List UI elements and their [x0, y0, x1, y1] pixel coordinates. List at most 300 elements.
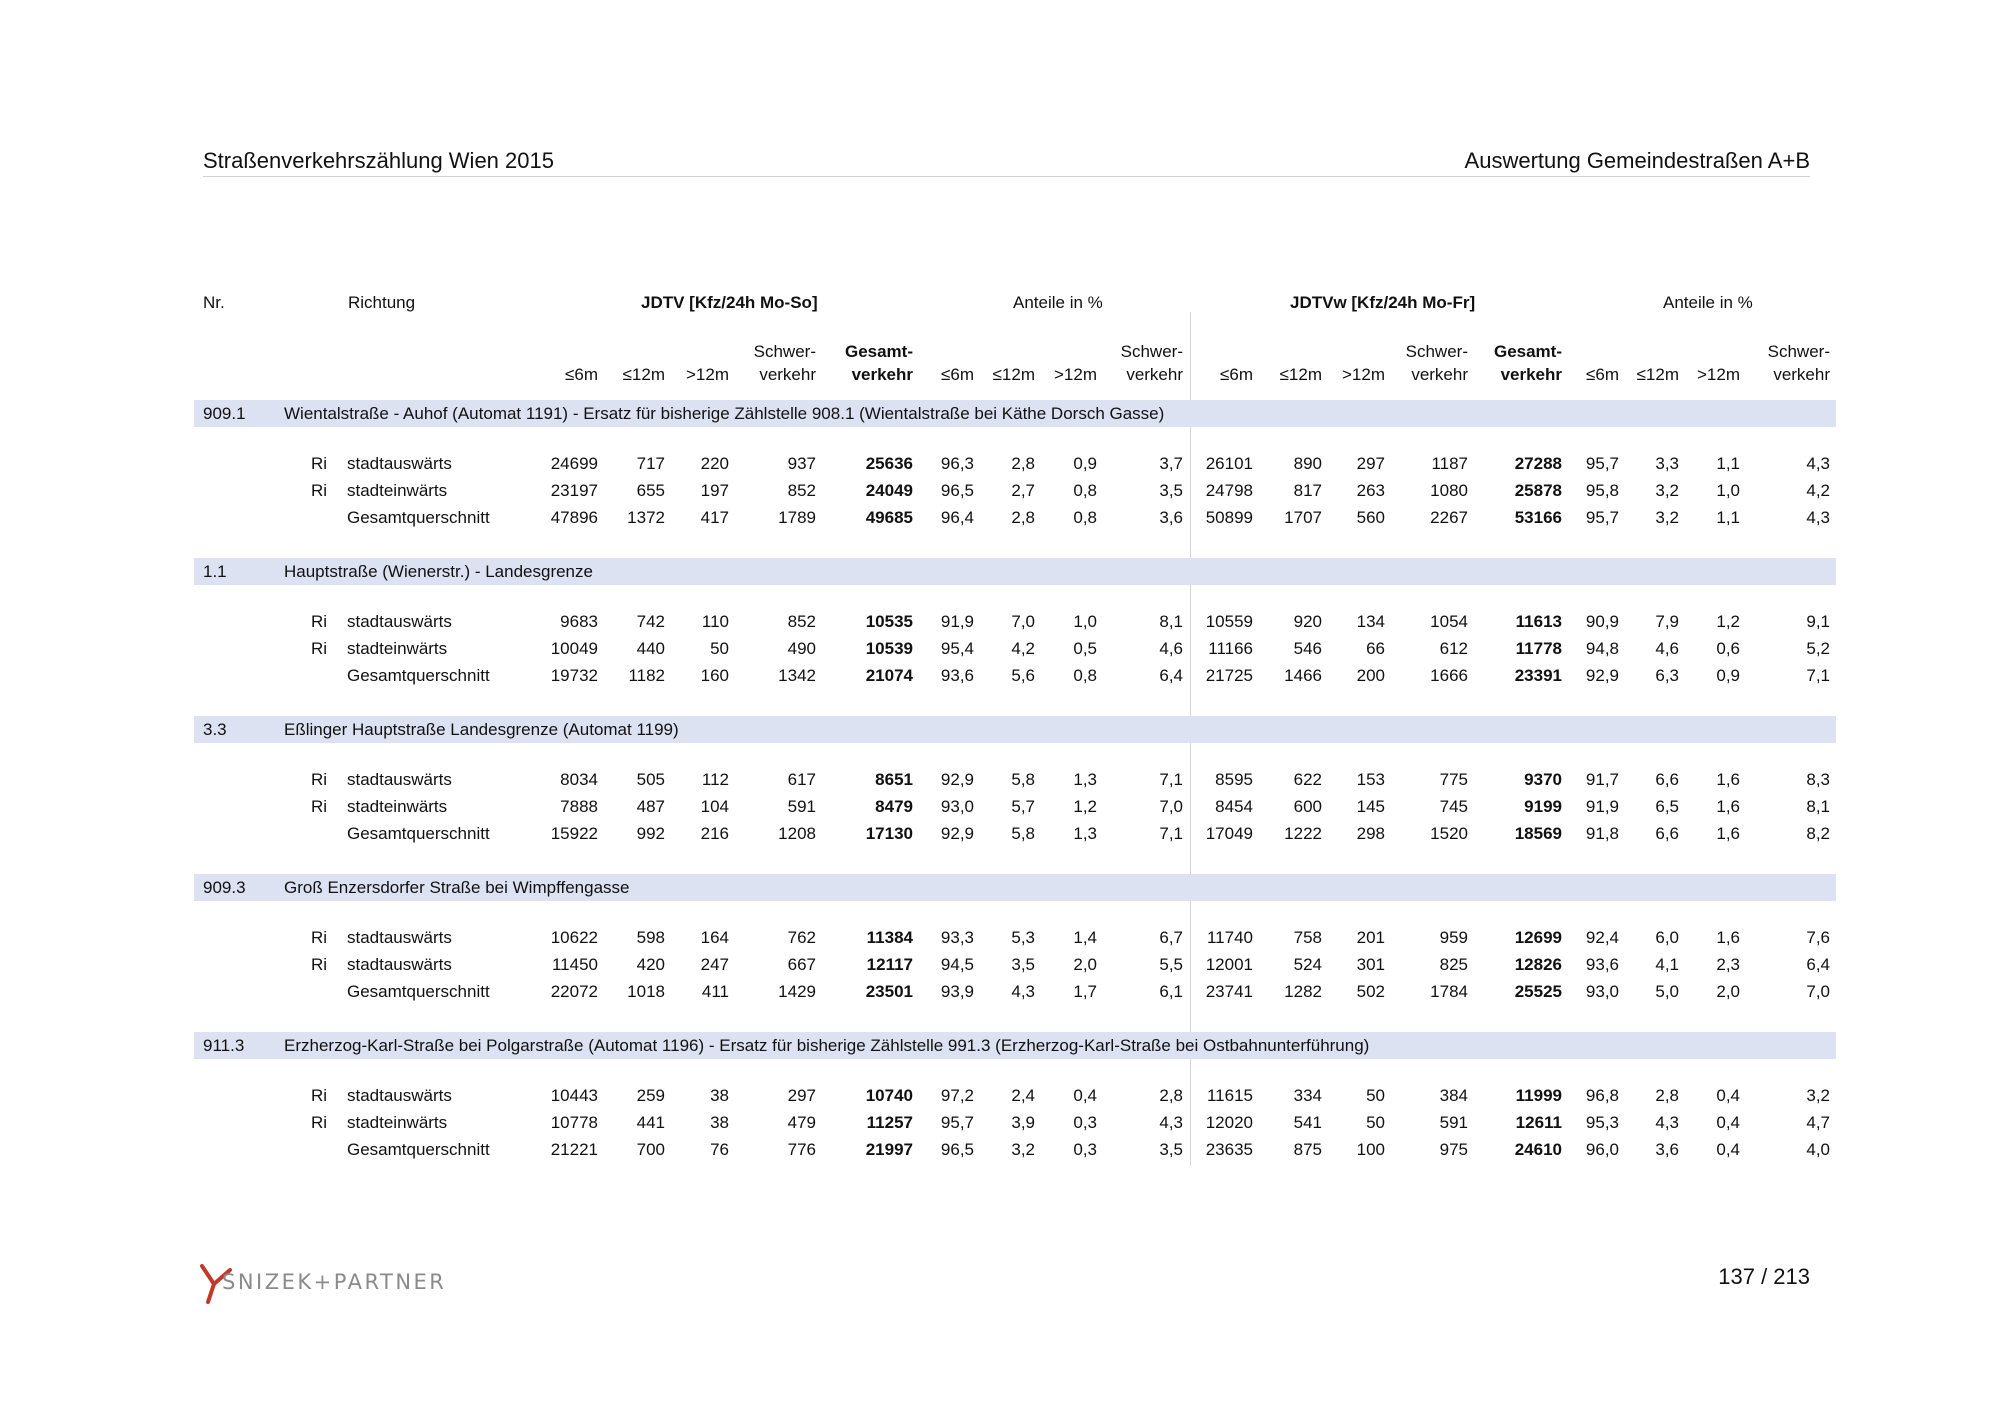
section-number: 911.3 — [203, 1036, 245, 1055]
table-cell: 50 — [710, 639, 729, 658]
table-cell: 4,6 — [1655, 639, 1679, 658]
table-cell: 2,0 — [1073, 955, 1097, 974]
row-label: stadteinwärts — [347, 639, 448, 658]
table-cell: 93,6 — [1585, 955, 1619, 974]
table-cell: 9199 — [1524, 797, 1562, 816]
row-direction-marker: Ri — [311, 454, 328, 473]
table-cell: 96,5 — [940, 1140, 974, 1159]
col-schwer-top: Schwer- — [1405, 342, 1468, 361]
table-cell: 1,1 — [1716, 454, 1740, 473]
col-le12m: ≤12m — [622, 365, 665, 384]
table-cell: 23197 — [550, 481, 598, 500]
row-label: stadtauswärts — [347, 1086, 452, 1105]
col-schwer-top: Schwer- — [1767, 342, 1830, 361]
table-cell: 5,6 — [1011, 666, 1035, 685]
table-cell: 92,9 — [1585, 666, 1619, 685]
table-cell: 10535 — [865, 612, 913, 631]
table-cell: 10049 — [550, 639, 598, 658]
table-cell: 742 — [636, 612, 665, 631]
table-cell: 96,8 — [1585, 1086, 1619, 1105]
table-cell: 160 — [700, 666, 729, 685]
row-label: Gesamtquerschnitt — [347, 508, 490, 527]
table-cell: 546 — [1293, 639, 1322, 658]
table-cell: 23635 — [1205, 1140, 1253, 1159]
table-cell: 8651 — [875, 770, 913, 789]
table-cell: 25636 — [865, 454, 913, 473]
table-cell: 0,5 — [1073, 639, 1097, 658]
table-cell: 134 — [1356, 612, 1385, 631]
col-le12m: ≤12m — [1636, 365, 1679, 384]
table-cell: 12117 — [866, 955, 913, 974]
table-cell: 1,0 — [1073, 612, 1097, 631]
table-cell: 487 — [636, 797, 665, 816]
table-cell: 875 — [1293, 1140, 1322, 1159]
table-cell: 17130 — [865, 824, 913, 843]
table-cell: 7,1 — [1806, 666, 1830, 685]
table-cell: 197 — [700, 481, 729, 500]
table-cell: 92,9 — [940, 770, 974, 789]
table-cell: 1,6 — [1716, 797, 1740, 816]
table-cell: 775 — [1439, 770, 1468, 789]
table-cell: 11740 — [1206, 928, 1253, 947]
table-cell: 1208 — [778, 824, 816, 843]
table-cell: 560 — [1356, 508, 1385, 527]
table-cell: 1222 — [1284, 824, 1322, 843]
table-cell: 10740 — [865, 1086, 913, 1105]
table-cell: 2,4 — [1011, 1086, 1035, 1105]
table-cell: 890 — [1293, 454, 1322, 473]
table-cell: 3,5 — [1159, 1140, 1183, 1159]
table-cell: 852 — [787, 612, 816, 631]
table-cell: 259 — [636, 1086, 665, 1105]
table-cell: 17049 — [1205, 824, 1253, 843]
table-cell: 153 — [1356, 770, 1385, 789]
col-le12m: ≤12m — [992, 365, 1035, 384]
table-cell: 1666 — [1430, 666, 1468, 685]
table-cell: 0,4 — [1716, 1086, 1740, 1105]
col-richtung: Richtung — [348, 293, 416, 312]
table-cell: 24699 — [550, 454, 598, 473]
table-cell: 7,9 — [1655, 612, 1679, 631]
table-cell: 38 — [710, 1086, 729, 1105]
table-cell: 49685 — [865, 508, 913, 527]
table-cell: 247 — [700, 955, 729, 974]
row-direction-marker: Ri — [311, 639, 328, 658]
table-cell: 1182 — [628, 666, 665, 685]
table-cell: 411 — [701, 982, 729, 1001]
table-cell: 0,4 — [1716, 1113, 1740, 1132]
table-cell: 12020 — [1205, 1113, 1253, 1132]
col-schwer-bottom: verkehr — [1773, 365, 1830, 384]
row-label: stadteinwärts — [347, 797, 448, 816]
table-cell: 4,2 — [1806, 481, 1830, 500]
col-schwer-top: Schwer- — [753, 342, 816, 361]
table-cell: 655 — [636, 481, 665, 500]
table-cell: 12826 — [1514, 955, 1562, 974]
table-cell: 8,2 — [1806, 824, 1830, 843]
row-label: stadteinwärts — [347, 481, 448, 500]
table-cell: 745 — [1439, 797, 1468, 816]
table-cell: 220 — [700, 454, 729, 473]
table-cell: 8,1 — [1806, 797, 1830, 816]
col-schwer-bottom: verkehr — [1411, 365, 1468, 384]
table-cell: 96,0 — [1585, 1140, 1619, 1159]
table-cell: 502 — [1356, 982, 1385, 1001]
table-cell: 541 — [1293, 1113, 1322, 1132]
table-cell: 95,8 — [1585, 481, 1619, 500]
row-direction-marker: Ri — [311, 770, 328, 789]
table-cell: 8034 — [560, 770, 598, 789]
table-cell: 6,1 — [1159, 982, 1183, 1001]
table-cell: 3,2 — [1655, 508, 1679, 527]
table-cell: 959 — [1439, 928, 1468, 947]
table-cell: 817 — [1293, 481, 1322, 500]
col-group-jdtvw: JDTVw [Kfz/24h Mo-Fr] — [1290, 293, 1476, 312]
row-direction-marker: Ri — [311, 928, 328, 947]
header-divider — [203, 176, 1810, 177]
table-cell: 38 — [710, 1113, 729, 1132]
table-cell: 1,3 — [1073, 824, 1097, 843]
table-cell: 47896 — [550, 508, 598, 527]
report-subtitle: Auswertung Gemeindestraßen A+B — [1464, 148, 1810, 173]
table-cell: 4,3 — [1011, 982, 1035, 1001]
table-cell: 7,0 — [1159, 797, 1183, 816]
col-group-jdtv: JDTV [Kfz/24h Mo-So] — [641, 293, 818, 312]
table-cell: 1,6 — [1716, 928, 1740, 947]
table-cell: 479 — [787, 1113, 816, 1132]
table-cell: 5,0 — [1655, 982, 1679, 1001]
table-cell: 6,4 — [1159, 666, 1183, 685]
table-cell: 301 — [1356, 955, 1385, 974]
table-cell: 334 — [1293, 1086, 1322, 1105]
table-cell: 1,2 — [1716, 612, 1740, 631]
table-cell: 1789 — [778, 508, 816, 527]
table-cell: 441 — [636, 1113, 665, 1132]
table-cell: 700 — [636, 1140, 665, 1159]
table-cell: 19732 — [550, 666, 598, 685]
table-cell: 96,4 — [940, 508, 974, 527]
table-cell: 3,9 — [1011, 1113, 1035, 1132]
col-gesamt-top: Gesamt- — [844, 342, 913, 361]
table-cell: 2,8 — [1159, 1086, 1183, 1105]
table-cell: 200 — [1356, 666, 1385, 685]
table-cell: 6,7 — [1159, 928, 1183, 947]
section-title: Erzherzog-Karl-Straße bei Polgarstraße (Automat 1196) - Ersatz für bisherige Zählstelle 991.3 (Erzherzog-Karl-Straße bei Ostbahnunterführung) — [284, 1036, 1370, 1055]
table-cell: 92,4 — [1585, 928, 1619, 947]
table-cell: 15922 — [550, 824, 598, 843]
table-cell: 10622 — [550, 928, 598, 947]
table-cell: 2,8 — [1011, 454, 1035, 473]
table-cell: 440 — [636, 639, 665, 658]
table-cell: 0,8 — [1073, 508, 1097, 527]
row-label: Gesamtquerschnitt — [347, 666, 490, 685]
row-direction-marker: Ri — [311, 797, 328, 816]
table-cell: 3,2 — [1011, 1140, 1035, 1159]
table-cell: 100 — [1356, 1140, 1385, 1159]
table-cell: 1707 — [1284, 508, 1322, 527]
table-cell: 825 — [1439, 955, 1468, 974]
table-cell: 4,3 — [1806, 454, 1830, 473]
table-cell: 417 — [700, 508, 729, 527]
table-cell: 24049 — [865, 481, 913, 500]
table-cell: 3,2 — [1655, 481, 1679, 500]
table-cell: 1372 — [627, 508, 665, 527]
table-cell: 21725 — [1205, 666, 1253, 685]
table-cell: 992 — [636, 824, 665, 843]
table-cell: 5,3 — [1011, 928, 1035, 947]
row-label: Gesamtquerschnitt — [347, 982, 490, 1001]
table-cell: 2,8 — [1655, 1086, 1679, 1105]
page-number: 137 / 213 — [1718, 1264, 1810, 1289]
table-cell: 1,6 — [1716, 770, 1740, 789]
col-schwer-bottom: verkehr — [759, 365, 816, 384]
table-cell: 612 — [1439, 639, 1468, 658]
table-cell: 758 — [1293, 928, 1322, 947]
section-number: 1.1 — [203, 562, 227, 581]
table-cell: 96,3 — [940, 454, 974, 473]
table-cell: 66 — [1366, 639, 1385, 658]
table-cell: 95,7 — [1585, 454, 1619, 473]
col-gesamt-bottom: verkehr — [1500, 365, 1562, 384]
table-cell: 92,9 — [940, 824, 974, 843]
section-number: 3.3 — [203, 720, 227, 739]
table-cell: 3,5 — [1159, 481, 1183, 500]
table-cell: 1342 — [778, 666, 816, 685]
row-label: Gesamtquerschnitt — [347, 824, 490, 843]
table-cell: 2,7 — [1011, 481, 1035, 500]
table-cell: 76 — [710, 1140, 729, 1159]
table-cell: 201 — [1356, 928, 1385, 947]
table-cell: 11166 — [1208, 639, 1253, 658]
table-cell: 93,0 — [940, 797, 974, 816]
table-cell: 10559 — [1205, 612, 1253, 631]
table-cell: 937 — [787, 454, 816, 473]
table-cell: 0,8 — [1073, 666, 1097, 685]
table-cell: 11999 — [1515, 1086, 1562, 1105]
table-cell: 4,7 — [1806, 1113, 1830, 1132]
table-cell: 852 — [787, 481, 816, 500]
table-cell: 7,0 — [1011, 612, 1035, 631]
row-label: stadtauswärts — [347, 955, 452, 974]
section-number: 909.3 — [203, 878, 246, 897]
table-cell: 3,6 — [1655, 1140, 1679, 1159]
table-cell: 717 — [636, 454, 665, 473]
table-cell: 10443 — [550, 1086, 598, 1105]
table-cell: 6,3 — [1655, 666, 1679, 685]
table-cell: 11778 — [1515, 639, 1562, 658]
col-le6m: ≤6m — [565, 365, 598, 384]
table-cell: 7,1 — [1159, 770, 1183, 789]
table-cell: 297 — [787, 1086, 816, 1105]
table-cell: 0,9 — [1716, 666, 1740, 685]
table-cell: 9,1 — [1806, 612, 1830, 631]
table-cell: 297 — [1356, 454, 1385, 473]
col-gt12m: >12m — [686, 365, 729, 384]
table-cell: 24798 — [1205, 481, 1253, 500]
table-cell: 0,3 — [1073, 1113, 1097, 1132]
logo-wordmark: SNIZEK+PARTNER — [222, 1270, 447, 1294]
table-cell: 600 — [1293, 797, 1322, 816]
table-cell: 598 — [636, 928, 665, 947]
table-cell: 91,9 — [940, 612, 974, 631]
table-cell: 1,6 — [1716, 824, 1740, 843]
table-cell: 23501 — [865, 982, 913, 1001]
table-cell: 1187 — [1431, 454, 1468, 473]
table-cell: 164 — [700, 928, 729, 947]
table-cell: 27288 — [1514, 454, 1562, 473]
table-cell: 216 — [700, 824, 729, 843]
row-direction-marker: Ri — [311, 1113, 328, 1132]
table-cell: 0,8 — [1073, 481, 1097, 500]
table-cell: 12611 — [1515, 1113, 1562, 1132]
table-cell: 4,3 — [1159, 1113, 1183, 1132]
section-title: Hauptstraße (Wienerstr.) - Landesgrenze — [284, 562, 593, 581]
table-cell: 96,5 — [940, 481, 974, 500]
table-cell: 9683 — [560, 612, 598, 631]
table-cell: 91,7 — [1585, 770, 1619, 789]
table-cell: 93,9 — [940, 982, 974, 1001]
table-cell: 11450 — [551, 955, 598, 974]
table-cell: 4,2 — [1011, 639, 1035, 658]
col-le6m: ≤6m — [1220, 365, 1253, 384]
row-direction-marker: Ri — [311, 1086, 328, 1105]
table-cell: 21221 — [550, 1140, 598, 1159]
row-label: stadtauswärts — [347, 928, 452, 947]
table-cell: 776 — [787, 1140, 816, 1159]
table-cell: 3,7 — [1159, 454, 1183, 473]
table-cell: 18569 — [1514, 824, 1562, 843]
row-label: stadtauswärts — [347, 454, 452, 473]
table-cell: 1,2 — [1073, 797, 1097, 816]
row-label: stadtauswärts — [347, 612, 452, 631]
row-direction-marker: Ri — [311, 481, 328, 500]
table-cell: 920 — [1293, 612, 1322, 631]
table-cell: 25525 — [1514, 982, 1562, 1001]
table-cell: 505 — [636, 770, 665, 789]
section-title: Groß Enzersdorfer Straße bei Wimpffengasse — [284, 878, 630, 897]
table-cell: 3,2 — [1806, 1086, 1830, 1105]
table-cell: 4,6 — [1159, 639, 1183, 658]
table-cell: 0,4 — [1073, 1086, 1097, 1105]
table-cell: 1282 — [1284, 982, 1322, 1001]
document-title: Straßenverkehrszählung Wien 2015 — [203, 148, 554, 173]
table-cell: 24610 — [1514, 1140, 1562, 1159]
col-gesamt-top: Gesamt- — [1493, 342, 1562, 361]
table-cell: 6,4 — [1806, 955, 1830, 974]
table-cell: 25878 — [1514, 481, 1562, 500]
table-cell: 8454 — [1215, 797, 1253, 816]
table-cell: 1054 — [1430, 612, 1468, 631]
table-cell: 2,0 — [1716, 982, 1740, 1001]
table-cell: 2,3 — [1716, 955, 1740, 974]
row-direction-marker: Ri — [311, 955, 328, 974]
table-cell: 95,4 — [940, 639, 974, 658]
table-cell: 112 — [701, 770, 729, 789]
table-cell: 10778 — [550, 1113, 598, 1132]
table-cell: 26101 — [1205, 454, 1253, 473]
table-cell: 50899 — [1205, 508, 1253, 527]
table-cell: 6,0 — [1655, 928, 1679, 947]
table-cell: 1,1 — [1716, 508, 1740, 527]
table-cell: 5,8 — [1011, 824, 1035, 843]
table-cell: 4,3 — [1806, 508, 1830, 527]
table-cell: 1,4 — [1073, 928, 1097, 947]
table-cell: 12001 — [1205, 955, 1253, 974]
table-cell: 95,7 — [1585, 508, 1619, 527]
table-cell: 93,6 — [940, 666, 974, 685]
table-cell: 97,2 — [940, 1086, 974, 1105]
col-le6m: ≤6m — [1586, 365, 1619, 384]
row-label: stadtauswärts — [347, 770, 452, 789]
table-cell: 4,0 — [1806, 1140, 1830, 1159]
table-cell: 2,8 — [1011, 508, 1035, 527]
table-cell: 91,8 — [1585, 824, 1619, 843]
table-cell: 263 — [1356, 481, 1385, 500]
table-cell: 90,9 — [1585, 612, 1619, 631]
section-title: Wientalstraße - Auhof (Automat 1191) - Ersatz für bisherige Zählstelle 908.1 (Wientalstraße bei Käthe Dorsch Gasse) — [284, 404, 1165, 423]
col-gt12m: >12m — [1697, 365, 1740, 384]
col-nr: Nr. — [203, 293, 225, 312]
table-cell: 23391 — [1514, 666, 1562, 685]
table-cell: 1429 — [778, 982, 816, 1001]
table-cell: 0,4 — [1716, 1140, 1740, 1159]
table-cell: 2267 — [1430, 508, 1468, 527]
table-cell: 975 — [1439, 1140, 1468, 1159]
row-label: stadteinwärts — [347, 1113, 448, 1132]
table-cell: 8595 — [1215, 770, 1253, 789]
table-cell: 0,6 — [1716, 639, 1740, 658]
col-gesamt-bottom: verkehr — [851, 365, 913, 384]
table-cell: 384 — [1439, 1086, 1468, 1105]
table-cell: 3,5 — [1011, 955, 1035, 974]
table-cell: 0,9 — [1073, 454, 1097, 473]
row-direction-marker: Ri — [311, 612, 328, 631]
section-title: Eßlinger Hauptstraße Landesgrenze (Automat 1199) — [284, 720, 679, 739]
table-cell: 420 — [636, 955, 665, 974]
table-cell: 91,9 — [1585, 797, 1619, 816]
table-cell: 5,8 — [1011, 770, 1035, 789]
table-cell: 11613 — [1515, 612, 1562, 631]
table-cell: 6,6 — [1655, 824, 1679, 843]
col-le12m: ≤12m — [1279, 365, 1322, 384]
table-cell: 8479 — [875, 797, 913, 816]
table-cell: 95,7 — [940, 1113, 974, 1132]
table-cell: 490 — [787, 639, 816, 658]
row-label: Gesamtquerschnitt — [347, 1140, 490, 1159]
table-cell: 6,6 — [1655, 770, 1679, 789]
table-cell: 95,3 — [1585, 1113, 1619, 1132]
table-cell: 8,3 — [1806, 770, 1830, 789]
table-cell: 93,3 — [940, 928, 974, 947]
table-cell: 9370 — [1524, 770, 1562, 789]
table-cell: 3,6 — [1159, 508, 1183, 527]
table-cell: 524 — [1293, 955, 1322, 974]
table-cell: 12699 — [1514, 928, 1562, 947]
table-cell: 4,3 — [1655, 1113, 1679, 1132]
table-cell: 104 — [700, 797, 729, 816]
section-number: 909.1 — [203, 404, 246, 423]
table-cell: 298 — [1356, 824, 1385, 843]
table-cell: 7,6 — [1806, 928, 1830, 947]
table-cell: 7,0 — [1806, 982, 1830, 1001]
table-cell: 0,3 — [1073, 1140, 1097, 1159]
table-cell: 94,5 — [940, 955, 974, 974]
table-cell: 8,1 — [1159, 612, 1183, 631]
table-cell: 53166 — [1514, 508, 1562, 527]
table-cell: 622 — [1293, 770, 1322, 789]
table-cell: 145 — [1356, 797, 1385, 816]
col-gt12m: >12m — [1054, 365, 1097, 384]
